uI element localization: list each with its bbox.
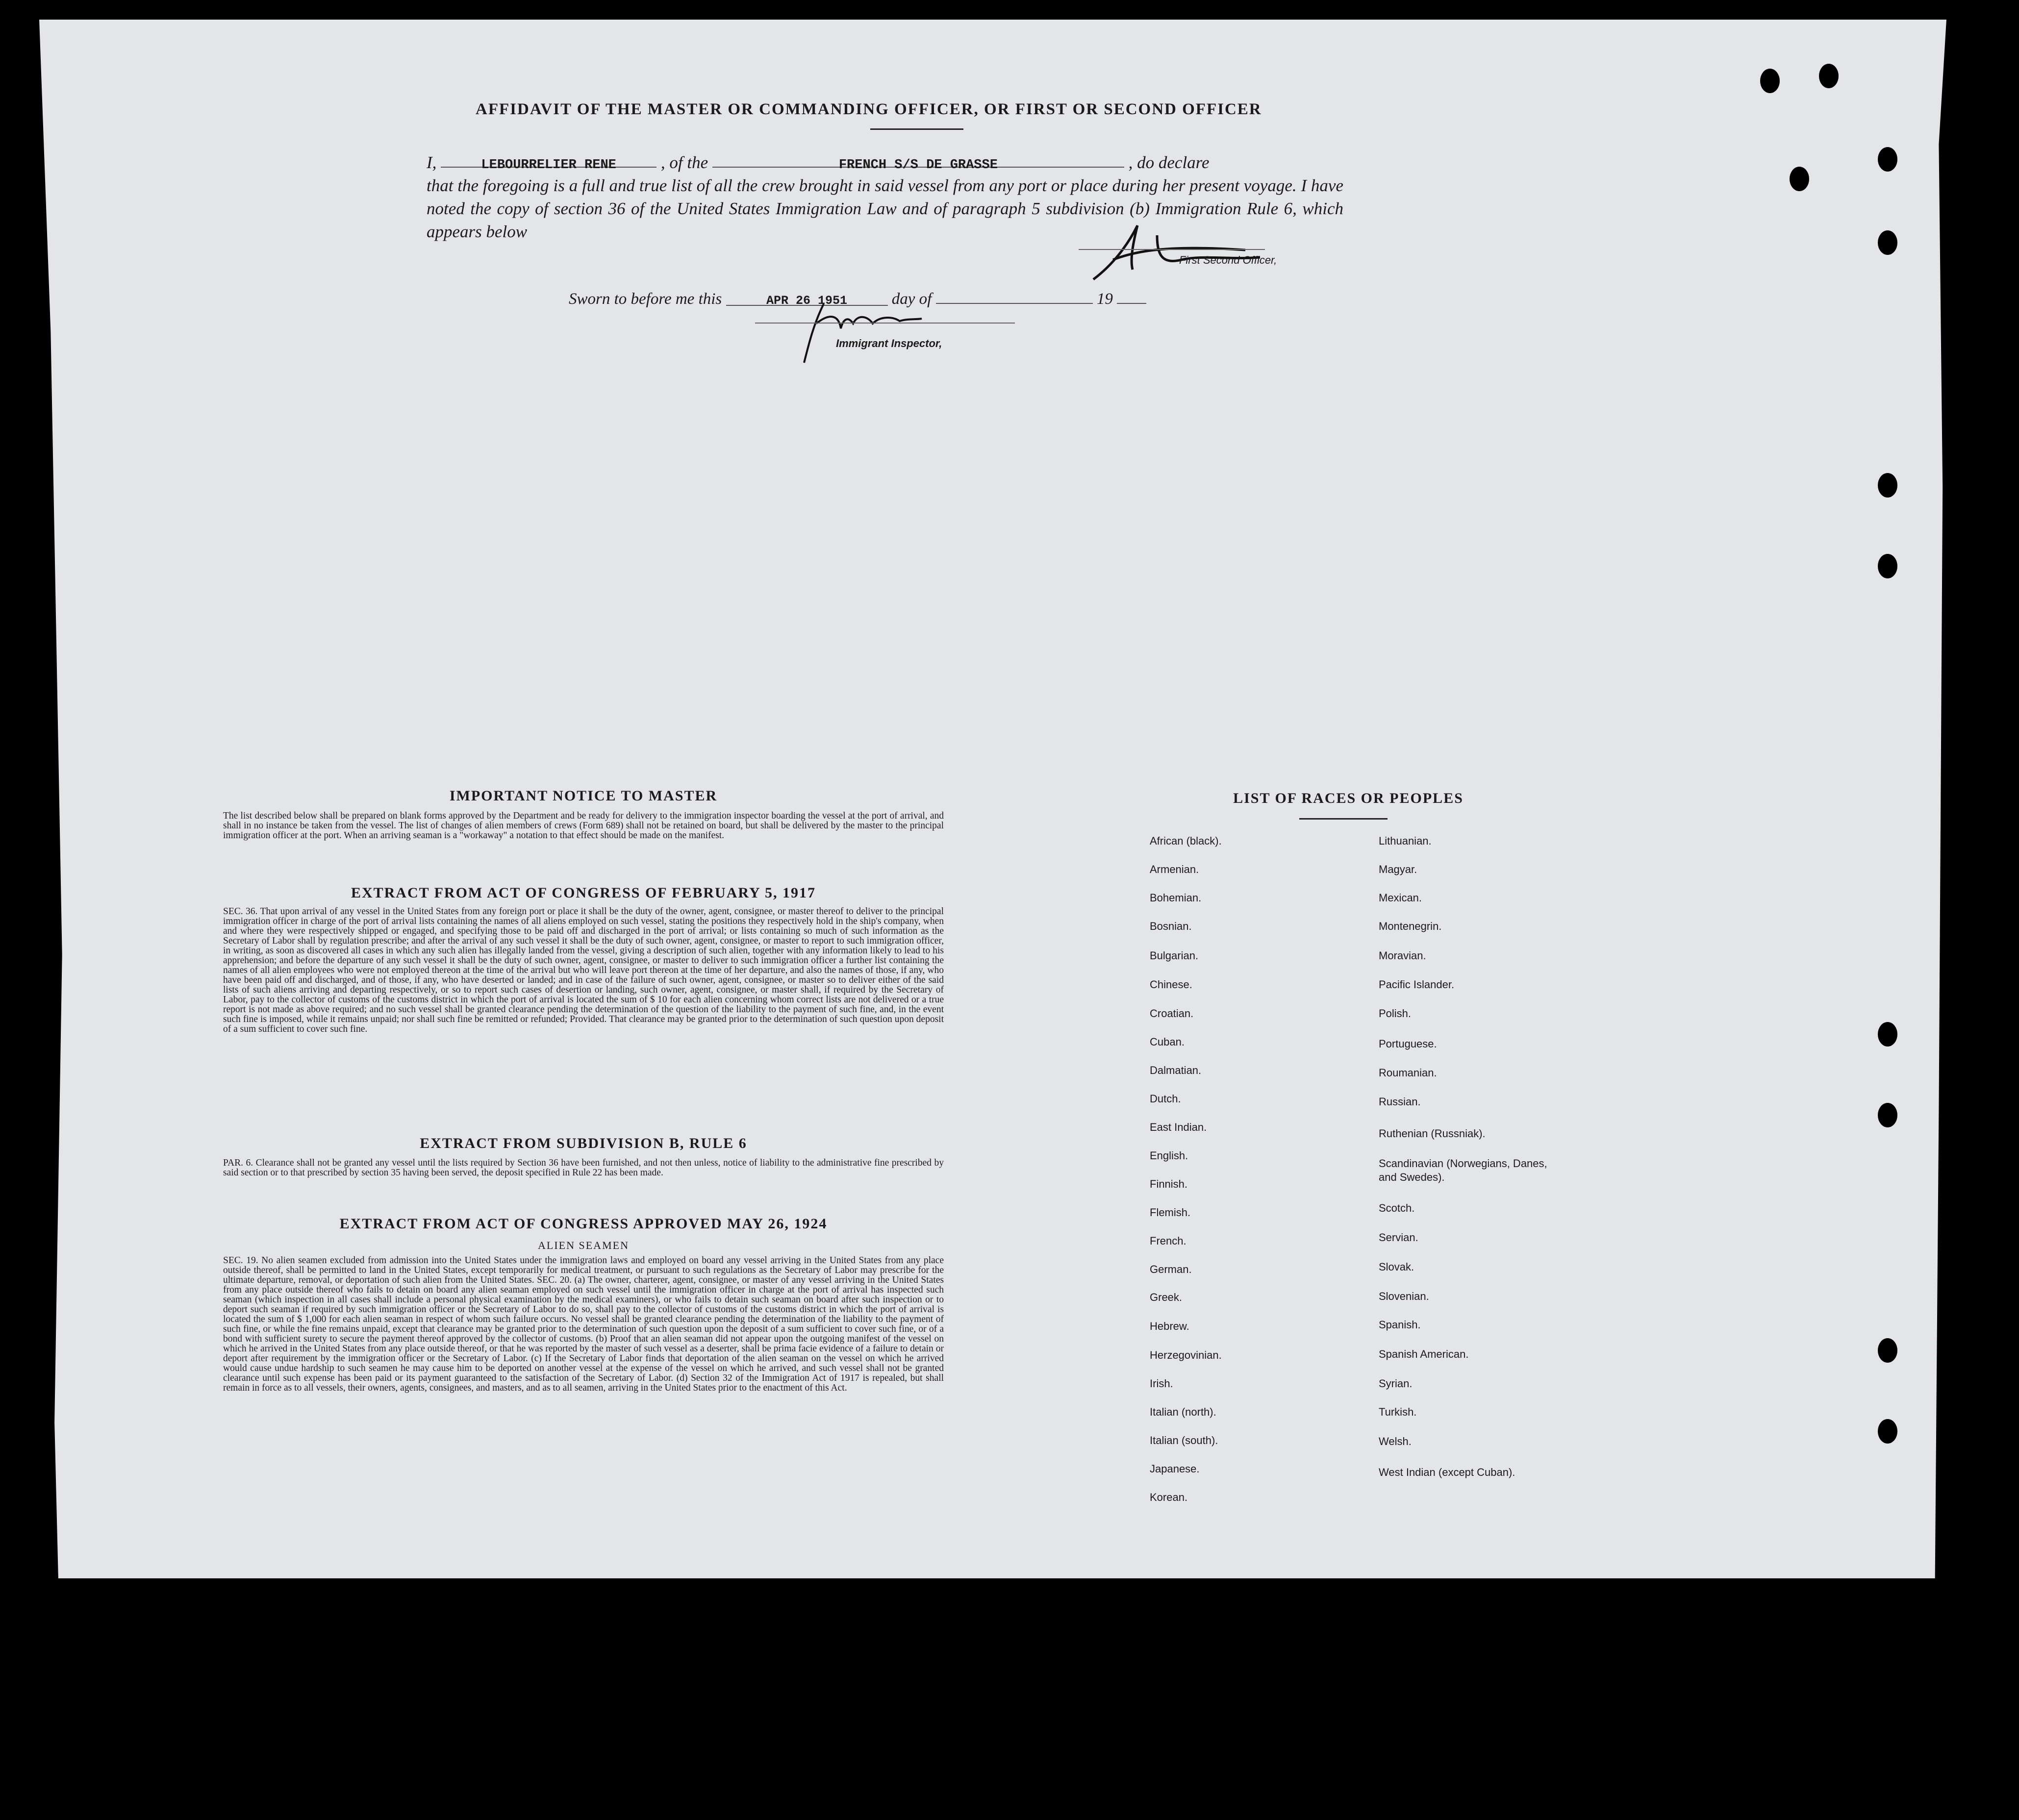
- race-item: Armenian.: [1150, 863, 1199, 875]
- race-item: Turkish.: [1379, 1406, 1417, 1418]
- day-of-label: day of: [891, 290, 932, 308]
- race-item: Italian (north).: [1150, 1406, 1216, 1418]
- race-item: English.: [1150, 1149, 1188, 1162]
- race-item: Ruthenian (Russniak).: [1379, 1127, 1486, 1140]
- race-item: Magyar.: [1379, 863, 1417, 875]
- race-item: African (black).: [1150, 835, 1222, 847]
- race-item: Irish.: [1150, 1377, 1173, 1390]
- extract-1924-text: SEC. 19. No alien seamen excluded from admission into the United States under the immigration laws and employed on board any vessel arriving in the United States from any place outside thereof, shall be permitted to land in the United States, except temporarily for medical treatment, or pursuant to such regulations as the Secretary of Labor may prescribe for the ultimate departure, removal, or deportation of such alien from the United States. SEC. 20. (a) The owner, charterer, agent, consignee, or master of any vessel arriving in the United States from any place outside thereof who fails to detain on board any alien seaman employed on such vessel until the immigration officer in charge at the port of arrival has inspected such seaman (which inspection in all cases shall include a personal physical examination by the medical examiners), or who fails to detain such seaman on board after such inspection or to deport such seaman if required by such immigration officer or the Secretary of Labor to do so, shall pay to the collector of customs of the customs district in which the port of arrival is located the sum of $ 1,000 for each alien seaman in respect of whom such failure occurs. No vessel shall be granted clearance pending the determination of the liability to the payment of such fine, or while the fine remains unpaid, except that clearance may be granted prior to the determination of such question upon the deposit of a sum sufficient to cover such fine, or of a bond with sufficient surety to secure the payment thereof approved by the collector of customs. (b) Proof that an alien seaman did not appear upon the outgoing manifest of the vessel on which he arrived in the United States from any place outside thereof, or that he was reported by the master of such vessel as a deserter, shall be prima facie evidence of a failure to detain or deport after requirement by the immigration officer or the Secretary of Labor. (c) If the Secretary of Labor finds that deportation of the alien seaman on the vessel on which he arrived would cause undue hardship to such seamen he may cause him to be deported on another vessel at the expense of the vessel on which he arrived, and such vessel shall not be granted clearance until such expense has been paid or its payment guaranteed to the satisfaction of the Secretary of Labor. (d) Section 32 of the Immigration Act of 1917 is repealed, but shall remain in force as to all vessels, their owners, agents, consignees, and masters, and as to all seamen, arriving in the United States prior to the enactment of this Act.: [223, 1255, 944, 1393]
- race-item: Slovenian.: [1379, 1290, 1429, 1302]
- race-item: Lithuanian.: [1379, 835, 1432, 847]
- race-item: Flemish.: [1150, 1206, 1191, 1219]
- officer-role: First Second Officer,: [1179, 254, 1277, 266]
- race-item: Mexican.: [1379, 892, 1422, 904]
- year-prefix: 19: [1096, 290, 1113, 308]
- extract-1917-title: EXTRACT FROM ACT OF CONGRESS OF FEBRUARY 5, 1917: [351, 885, 816, 901]
- punch-hole: [1790, 167, 1809, 191]
- officer-name: LEBOURRELIER RENE: [481, 158, 616, 173]
- race-item: Croatian.: [1150, 1007, 1194, 1020]
- punch-hole: [1878, 1338, 1897, 1363]
- i-label: I,: [427, 153, 437, 172]
- punch-hole: [1878, 554, 1897, 578]
- race-item: Servian.: [1379, 1231, 1418, 1244]
- race-item: Herzegovinian.: [1150, 1349, 1222, 1361]
- race-item: Pacific Islander.: [1379, 978, 1455, 991]
- race-item: French.: [1150, 1235, 1186, 1247]
- race-item: Korean.: [1150, 1491, 1188, 1503]
- vessel-name: FRENCH S/S DE GRASSE: [838, 158, 998, 173]
- declaration-text: that the foregoing is a full and true list of all the crew brought in said vessel from any port or place during her present voyage. I have noted the copy of section 36 of the United States Immigration Law and of paragraph 5 subdivision (b) Immigration Rule 6, which appears below: [427, 176, 1343, 241]
- race-item: Japanese.: [1150, 1463, 1200, 1475]
- race-item: East Indian.: [1150, 1121, 1207, 1133]
- notice-text: The list described below shall be prepared on blank forms approved by the Department and be ready for delivery to the immigration inspector boarding the vessel at the port of arrival, and shall in no instance be taken from the vessel. The list of changes of alien members of crews (Form 689) shall not be retained on board, but shall be delivered by the master to the principal immigration officer at the port. When an arriving seaman is a "workaway" a notation to that effect should be made on the manifest.: [223, 811, 944, 841]
- inspector-line: [755, 323, 1015, 324]
- race-item: Hebrew.: [1150, 1320, 1189, 1332]
- race-item: Russian.: [1379, 1096, 1421, 1108]
- punch-hole: [1878, 473, 1897, 498]
- race-item: German.: [1150, 1263, 1192, 1275]
- extract-1924-subtitle: ALIEN SEAMEN: [538, 1239, 629, 1251]
- punch-hole: [1878, 230, 1897, 255]
- race-item: Bosnian.: [1150, 920, 1192, 932]
- race-item: Italian (south).: [1150, 1434, 1218, 1446]
- inspector-label: Immigrant Inspector,: [836, 337, 942, 349]
- do-declare-label: , do declare: [1128, 153, 1210, 172]
- punch-hole: [1819, 64, 1839, 88]
- month-field: [936, 288, 1093, 304]
- of-the-label: , of the: [660, 153, 708, 172]
- affidavit-title: AFFIDAVIT OF THE MASTER OR COMMANDING OFFICER, OR FIRST OR SECOND OFFICER: [476, 100, 1262, 118]
- race-item: Greek.: [1150, 1291, 1183, 1303]
- date-stamp: APR 26 1951: [766, 294, 848, 308]
- officer-signature: [1084, 216, 1270, 284]
- race-item: Slovak.: [1379, 1261, 1414, 1273]
- race-item: Syrian.: [1379, 1377, 1413, 1390]
- signature-line: [1079, 249, 1265, 250]
- extract-1917-text: SEC. 36. That upon arrival of any vessel in the United States from any foreign port or place it shall be the duty of the owner, agent, consignee, or master thereof to deliver to the principal immigration officer in charge of the port of arrival lists containing the names of all aliens employed on such vessel, stating the positions they respectively hold in the ship's company, when and where they were respectively shipped or engaged, and specifying those to be paid off and discharged in the port of arrival; or lists containing so much of such information as the Secretary of Labor shall by regulation prescribe; and after the arrival of any such vessel it shall be the duty of such owner, agent, consignee, or master to report to such immigration officer, in writing, as soon as discovered all cases in which any such alien has illegally landed from the vessel, giving a description of such alien, together with any information likely to lead to his apprehension; and before the departure of any such vessel it shall be the duty of such owner, agent, consignee, or master to deliver to such immigration officer a further list containing the names of all alien employees who were not employed thereon at the time of the arrival but who will leave port thereon at the time of her departure, and also the names of those, if any, who have been paid off and discharged, and of those, if any, who have deserted or landed; and in case of the failure of such owner, agent, consignee, or master so to deliver either of the said lists of such aliens arriving and departing respectively, or so to report such cases of desertion or landing, such owner, agent, consignee, or master shall, if required by the Secretary of Labor, pay to the collector of customs of the customs district in which the port of arrival is located the sum of $ 10 for each alien concerning whom correct lists are not delivered or a true report is not made as above required; and no such vessel shall be granted clearance pending the determination of the question of the liability to the payment of such fine, and, in the event such fine is imposed, while it remains unpaid; nor shall such fine be remitted or refunded; Provided. That clearance may be granted prior to the determination of such question upon deposit of a sum sufficient to cover such fine.: [223, 906, 944, 1034]
- race-item: Dutch.: [1150, 1093, 1181, 1105]
- races-title: LIST OF RACES OR PEOPLES: [1233, 790, 1464, 806]
- race-item: Roumanian.: [1379, 1067, 1437, 1079]
- race-item: Chinese.: [1150, 978, 1192, 991]
- rule6-title: EXTRACT FROM SUBDIVISION B, RULE 6: [420, 1135, 747, 1151]
- punch-hole: [1878, 147, 1897, 172]
- extract-1924-title: EXTRACT FROM ACT OF CONGRESS APPROVED MAY 26, 1924: [339, 1216, 828, 1232]
- title-underline: [870, 128, 963, 130]
- race-item: Spanish American.: [1379, 1348, 1469, 1360]
- year-field: [1117, 288, 1146, 304]
- race-item: Dalmatian.: [1150, 1064, 1202, 1076]
- races-underline: [1299, 818, 1388, 820]
- vessel-field: [712, 151, 1124, 173]
- race-item: Scotch.: [1379, 1202, 1415, 1214]
- race-item: West Indian (except Cuban).: [1379, 1466, 1515, 1478]
- race-item: Cuban.: [1150, 1036, 1185, 1048]
- race-item: Finnish.: [1150, 1178, 1188, 1190]
- race-item: Welsh.: [1379, 1435, 1412, 1447]
- punch-hole: [1760, 69, 1780, 93]
- punch-hole: [1878, 1103, 1897, 1127]
- race-item: Polish.: [1379, 1007, 1412, 1020]
- sworn-text: Sworn to before me this: [569, 290, 722, 308]
- race-item: Moravian.: [1379, 949, 1426, 962]
- rule6-text: PAR. 6. Clearance shall not be granted any vessel until the lists required by Section 36 have been furnished, and not then unless, notice of liability to the administrative fine prescribed by said section or to that prescribed by section 35 having been served, the deposit specified in Rule 22 has been made.: [223, 1158, 944, 1178]
- race-item: Scandinavian (Norwegians, Danes, and Swedes).: [1379, 1157, 1547, 1183]
- race-item: Bohemian.: [1150, 892, 1202, 904]
- punch-hole: [1878, 1022, 1897, 1047]
- race-item: Spanish.: [1379, 1319, 1421, 1331]
- officer-name-field: [441, 151, 656, 173]
- race-item: Portuguese.: [1379, 1038, 1437, 1050]
- punch-hole: [1878, 1419, 1897, 1444]
- race-item: Montenegrin.: [1379, 920, 1442, 932]
- race-item: Bulgarian.: [1150, 949, 1199, 962]
- notice-title: IMPORTANT NOTICE TO MASTER: [449, 788, 718, 804]
- inspector-signature: [794, 294, 951, 368]
